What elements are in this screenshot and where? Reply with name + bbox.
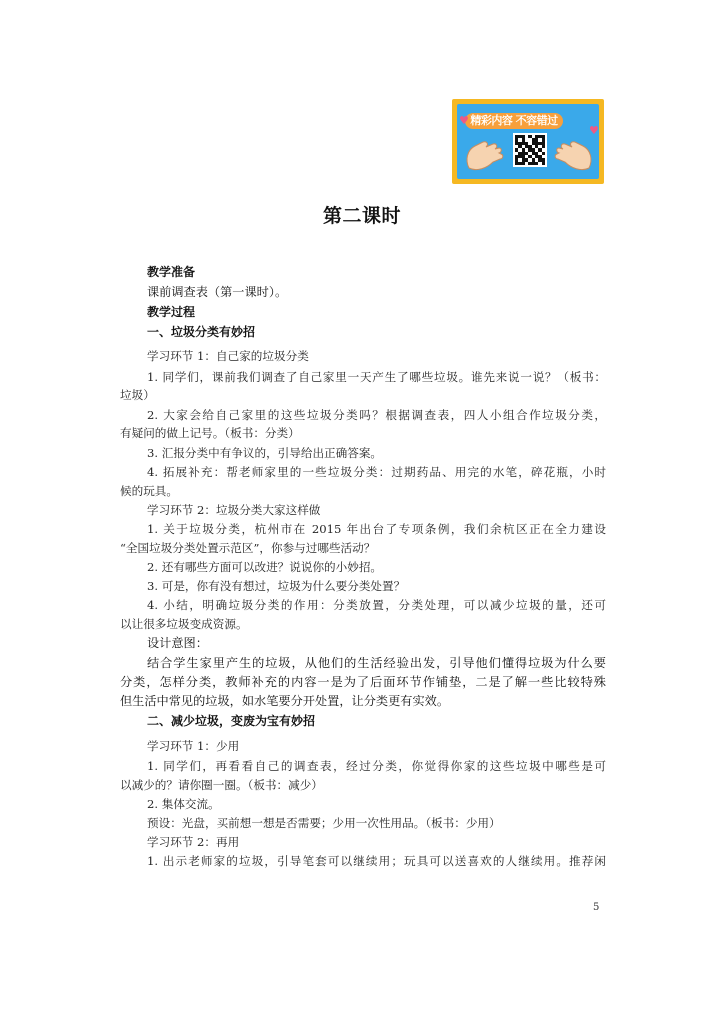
section-heading: 教学过程 [147, 305, 196, 319]
section-heading: 二、减少垃圾，变废为宝有妙招 [147, 714, 316, 728]
text-line: 2. 集体交流。 [147, 797, 220, 811]
text-line: 有疑问的做上记号。（板书：分类） [120, 426, 300, 440]
text-line: 垃圾） [120, 388, 155, 402]
text-line: 1. 出示老师家的垃圾，引导笔套可以继续用；玩具可以送喜欢的人继续用。推荐闲 [147, 854, 606, 868]
heart-icon: ♥ [459, 114, 469, 127]
step-heading: 学习环节 2：垃圾分类大家这样做 [147, 503, 321, 517]
text-line: 以让很多垃圾变成资源。 [120, 617, 248, 631]
promo-banner-title: 精彩内容 不容错过 [465, 113, 563, 129]
text-line: 4. 拓展补充：帮老师家里的一些垃圾分类：过期药品、用完的水笔，碎花瓶，小时 [147, 465, 606, 479]
section-heading: 教学准备 [147, 265, 196, 279]
text-line: “全国垃圾分类处置示范区”，你参与过哪些活动？ [120, 541, 376, 555]
heart-icon: ♥ [589, 124, 599, 137]
text-line: 预设：光盘，买前想一想是否需要；少用一次性用品。（板书：少用） [147, 816, 501, 830]
step-heading: 学习环节 1：自己家的垃圾分类 [147, 349, 309, 363]
step-heading: 学习环节 2：再用 [147, 835, 240, 849]
text-line: 课前调查表（第一课时）。 [147, 285, 288, 299]
text-line: 4. 小结，明确垃圾分类的作用：分类放置，分类处理，可以减少垃圾的量，还可 [147, 598, 606, 612]
text-line: 2. 还有哪些方面可以改进？说说你的小妙招。 [147, 560, 383, 574]
text-line: 分类，怎样分类，教师补充的内容一是为了后面环节作铺垫，二是了解一些比较特殊 [120, 675, 606, 689]
promo-banner[interactable] [452, 99, 604, 184]
page-title: 第二课时 [322, 205, 401, 227]
qr-code[interactable] [513, 133, 547, 167]
text-line: 结合学生家里产生的垃圾，从他们的生活经验出发，引导他们懂得垃圾为什么要 [147, 656, 606, 670]
text-line: 3. 可是，你有没有想过，垃圾为什么要分类处置？ [147, 579, 406, 593]
step-heading: 学习环节 1：少用 [147, 739, 240, 753]
text-line: 1. 同学们，课前我们调查了自己家里一天产生了哪些垃圾。谁先来说一说？（板书： [147, 370, 606, 384]
text-line: 1. 关于垃圾分类，杭州市在 2015 年出台了专项条例，我们余杭区正在全力建设 [147, 522, 606, 536]
promo-banner-panel [457, 104, 599, 179]
text-line: 3. 汇报分类中有争议的，引导给出正确答案。 [147, 446, 383, 460]
clapping-hands-icon [551, 138, 595, 172]
text-line: 2. 大家会给自己家里的这些垃圾分类吗？根据调查表，四人小组合作垃圾分类， [147, 408, 606, 422]
section-heading: 一、垃圾分类有妙招 [147, 325, 256, 339]
page-number: 5 [593, 902, 600, 913]
design-intent-label: 设计意图： [147, 636, 208, 650]
text-line: 候的玩具。 [120, 484, 178, 498]
text-line: 以减少的？请你圈一圈。（板书：减少） [120, 778, 323, 792]
text-line: 1. 同学们，再看看自己的调查表，经过分类，你觉得你家的这些垃圾中哪些是可 [147, 759, 606, 773]
clapping-hands-icon [463, 138, 507, 172]
text-line: 但生活中常见的垃圾，如水笔要分开处置，让分类更有实效。 [120, 694, 450, 708]
